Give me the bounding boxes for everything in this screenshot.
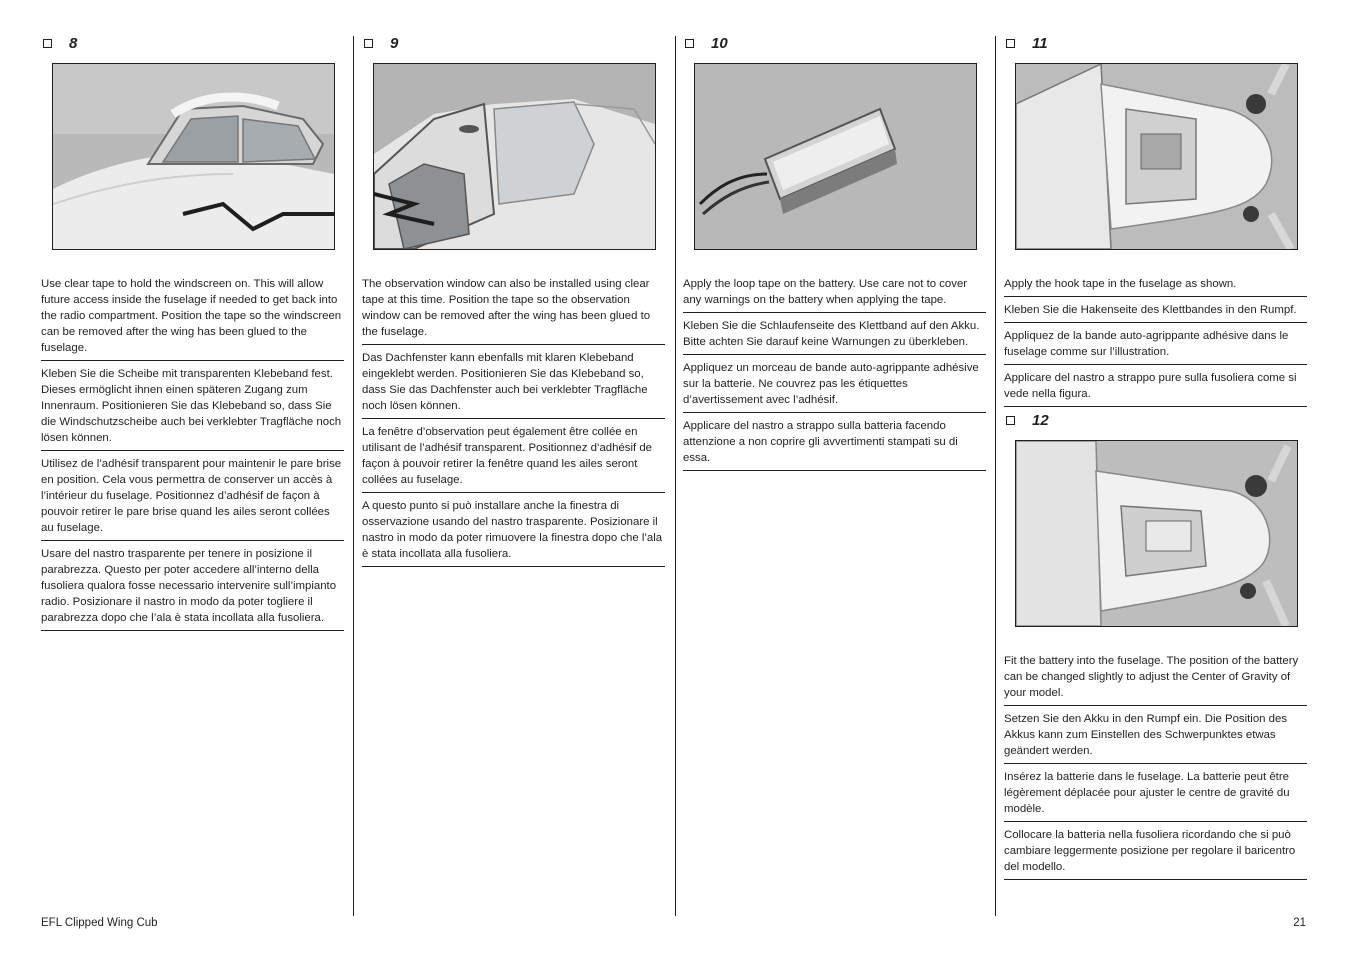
paragraph-de: Kleben Sie die Scheibe mit transparenten Klebeband fest. Dieses ermöglicht ihnen einen späteren Zugang zum Innenraum. Positionieren Sie das Klebeband so, dass Sie die Windschutzscheibe auch bei verklebter Tragfläche noch lösen können. xyxy=(41,366,344,451)
checkbox-icon[interactable] xyxy=(1006,39,1015,48)
paragraph-fr: Utilisez de l’adhésif transparent pour maintenir le pare brise en position. Cela vous permettra de conserver un accès à l’intérieur du fuselage. Positionnez d’adhésif de façon à pouvoir retirer le pare brise quand les ailes seront collées au fuselage. xyxy=(41,456,344,541)
fuselage-hook-tape-photo xyxy=(1015,63,1298,250)
checkbox-icon[interactable] xyxy=(43,39,52,48)
step-number: 9 xyxy=(390,34,399,52)
paragraph-en: Apply the loop tape on the battery. Use care not to cover any warnings on the battery when applying the tape. xyxy=(683,276,986,313)
paragraph-en: Fit the battery into the fuselage. The position of the battery can be changed slightly to adjust the Center of Gravity of your model. xyxy=(1004,653,1307,706)
step-number: 11 xyxy=(1032,34,1048,52)
paragraph-it: Usare del nastro trasparente per tenere in posizione il parabrezza. Questo per poter accedere all’interno della fusoliera qualora fosse necessario intervenire sull’impianto radio. Posizionare il nastro in modo da poter togliere il parabrezza dopo che l’ala è stata incollata alla fusoliera. xyxy=(41,546,344,631)
column-divider xyxy=(353,36,354,916)
checkbox-icon[interactable] xyxy=(685,39,694,48)
step-number: 10 xyxy=(711,34,728,52)
paragraph-it: Applicare del nastro a strappo sulla batteria facendo attenzione a non coprire gli avvertimenti stampati su di essa. xyxy=(683,418,986,471)
battery-photo xyxy=(694,63,977,250)
step-heading xyxy=(41,34,344,52)
observation-window-photo xyxy=(373,63,656,250)
paragraph-en: The observation window can also be installed using clear tape at this time. Position the tape so the observation window can be removed after the wing has been glued to the fuselage. xyxy=(362,276,665,345)
step-heading xyxy=(1004,34,1307,52)
step-heading xyxy=(362,34,665,52)
column-divider xyxy=(675,36,676,916)
step-10-text xyxy=(683,276,986,476)
checkbox-icon[interactable] xyxy=(1006,416,1015,425)
paragraph-fr: La fenêtre d’observation peut également être collée en utilisant de l’adhésif transparent. Positionnez d’adhésif de façon à pouvoir retirer la fenêtre quand les ailes seront collées au fuselage. xyxy=(362,424,665,493)
paragraph-de: Das Dachfenster kann ebenfalls mit klaren Klebeband eingeklebt werden. Positionieren Sie das Klebeband so, dass Sie das Dachfenster auch bei verklebter Tragfläche noch lösen können. xyxy=(362,350,665,419)
paragraph-de: Kleben Sie die Hakenseite des Klettbandes in den Rumpf. xyxy=(1004,302,1307,323)
paragraph-fr: Appliquez de la bande auto-agrippante adhésive dans le fuselage comme sur l’illustration. xyxy=(1004,328,1307,365)
step-heading xyxy=(1004,411,1049,429)
step-9-text xyxy=(362,276,665,572)
windscreen-photo xyxy=(52,63,335,250)
column-step-9 xyxy=(362,34,665,560)
paragraph-en: Apply the hook tape in the fuselage as shown. xyxy=(1004,276,1307,297)
step-8-text xyxy=(41,276,344,636)
paragraph-de: Setzen Sie den Akku in den Rumpf ein. Die Position des Akkus kann zum Einstellen des Schwerpunktes etwas geändert werden. xyxy=(1004,711,1307,764)
step-12-text xyxy=(1004,653,1307,885)
paragraph-en: Use clear tape to hold the windscreen on. This will allow future access inside the fuselage if needed to get back into the radio compartment. Position the tape so the windscreen can be removed after the wing has been glued to the fuselage. xyxy=(41,276,344,361)
page-number: 21 xyxy=(1293,917,1306,929)
paragraph-de: Kleben Sie die Schlaufenseite des Klettband auf den Akku. Bitte achten Sie darauf keine Warnungen zu überkleben. xyxy=(683,318,986,355)
column-step-10 xyxy=(683,34,986,464)
paragraph-it: Collocare la batteria nella fusoliera ricordando che si può cambiare leggermente posizione per regolare il baricentro del modello. xyxy=(1004,827,1307,880)
document-title: EFL Clipped Wing Cub xyxy=(41,917,158,929)
column-step-11-12 xyxy=(1004,34,1307,873)
step-11-text xyxy=(1004,276,1307,412)
step-number: 8 xyxy=(69,34,78,52)
paragraph-fr: Appliquez un morceau de bande auto-agrippante adhésive sur la batterie. Ne couvrez pas les étiquettes d’avertissement avec l’adhésif. xyxy=(683,360,986,413)
paragraph-fr: Insérez la batterie dans le fuselage. La batterie peut être légèrement déplacée pour ajuster le centre de gravité du modèle. xyxy=(1004,769,1307,822)
paragraph-it: A questo punto si può installare anche la finestra di osservazione usando del nastro trasparente. Posizionare il nastro in modo da poter rimuovere la finestra dopo che l’ala è stata incollata alla fusoliera. xyxy=(362,498,665,567)
battery-in-fuselage-photo xyxy=(1015,440,1298,627)
column-step-8 xyxy=(41,34,344,624)
column-divider xyxy=(995,36,996,916)
checkbox-icon[interactable] xyxy=(364,39,373,48)
paragraph-it: Applicare del nastro a strappo pure sulla fusoliera come si vede nella figura. xyxy=(1004,370,1307,407)
step-heading xyxy=(683,34,986,52)
step-number: 12 xyxy=(1032,411,1049,429)
